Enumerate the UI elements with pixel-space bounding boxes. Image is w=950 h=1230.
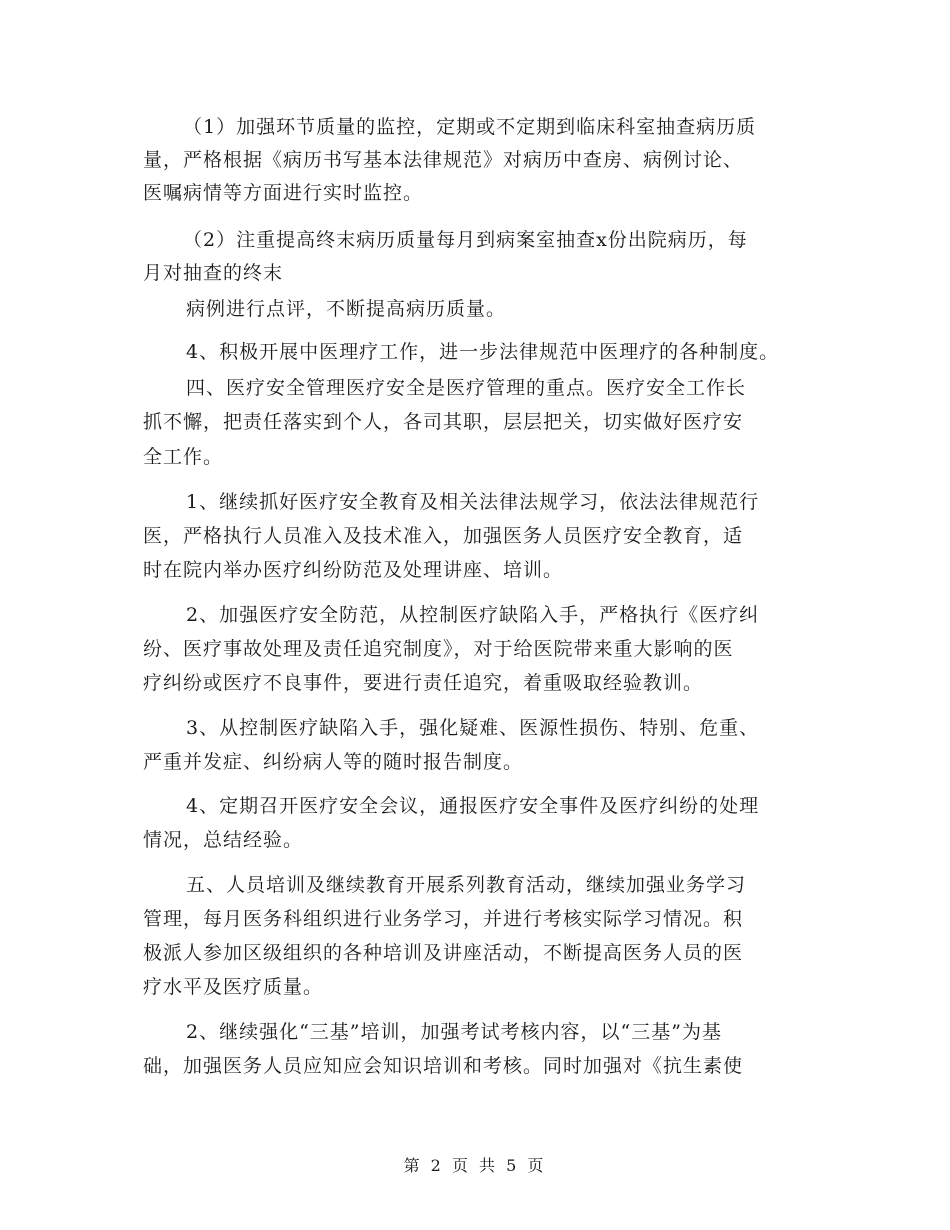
text-line: 3、从控制医疗缺陷入手，强化疑难、医源性损伤、特别、危重、 bbox=[186, 717, 760, 739]
text-line: 医嘱病情等方面进行实时监控。 bbox=[143, 182, 424, 204]
text-line: 4、积极开展中医理疗工作，进一步法律规范中医理疗的各种制度。 bbox=[186, 341, 780, 363]
text-line: 疗纠纷或医疗不良事件，要进行责任追究，着重吸取经验教训。 bbox=[143, 672, 704, 694]
text-line: 医，严格执行人员准入及技术准入，加强医务人员医疗安全教育，适 bbox=[143, 525, 744, 547]
text-line: 1、继续抓好医疗安全教育及相关法律法规学习，依法法律规范行 bbox=[186, 491, 760, 513]
text-line: 纷、医疗事故处理及责任追究制度》，对于给医院带来重大影响的医 bbox=[143, 638, 734, 660]
text-line: 量，严格根据《病历书写基本法律规范》对病历中查房、病例讨论、 bbox=[143, 149, 744, 171]
text-line: 五、人员培训及继续教育开展系列教育活动，继续加强业务学习 bbox=[186, 874, 747, 896]
page-footer: 第 2 页 共 5 页 bbox=[403, 1156, 547, 1175]
text-line: 2、继续强化“三基”培训，加强考试考核内容，以“三基”为基 bbox=[186, 1021, 722, 1043]
text-line: 月对抽查的终末 bbox=[143, 262, 284, 284]
text-line: 4、定期召开医疗安全会议，通报医疗安全事件及医疗纠纷的处理 bbox=[186, 795, 760, 817]
text-line: 疗水平及医疗质量。 bbox=[143, 976, 324, 998]
text-line: 时在院内举办医疗纠纷防范及处理讲座、培训。 bbox=[143, 559, 564, 581]
text-line: 2、加强医疗安全防范，从控制医疗缺陷入手，严格执行《医疗纠 bbox=[186, 604, 760, 626]
text-line: 全工作。 bbox=[143, 446, 224, 468]
text-line: 抓不懈，把责任落实到个人，各司其职，层层把关，切实做好医疗安 bbox=[143, 411, 744, 433]
text-line: 管理，每月医务科组织进行业务学习，并进行考核实际学习情况。积 bbox=[143, 908, 744, 930]
text-line: 四、医疗安全管理医疗安全是医疗管理的重点。医疗安全工作长 bbox=[186, 377, 747, 399]
text-line: 严重并发症、纠纷病人等的随时报告制度。 bbox=[143, 751, 524, 773]
text-line: 情况，总结经验。 bbox=[143, 829, 304, 851]
text-line: （2）注重提高终末病历质量每月到病案室抽查x份出院病历，每 bbox=[183, 229, 748, 251]
text-line: 病例进行点评，不断提高病历质量。 bbox=[186, 298, 507, 320]
text-line: 础，加强医务人员应知应会知识培训和考核。同时加强对《抗生素使 bbox=[143, 1055, 744, 1077]
text-line: （1）加强环节质量的监控，定期或不定期到临床科室抽查病历质 bbox=[183, 116, 757, 138]
text-line: 极派人参加区级组织的各种培训及讲座活动，不断提高医务人员的医 bbox=[143, 942, 744, 964]
